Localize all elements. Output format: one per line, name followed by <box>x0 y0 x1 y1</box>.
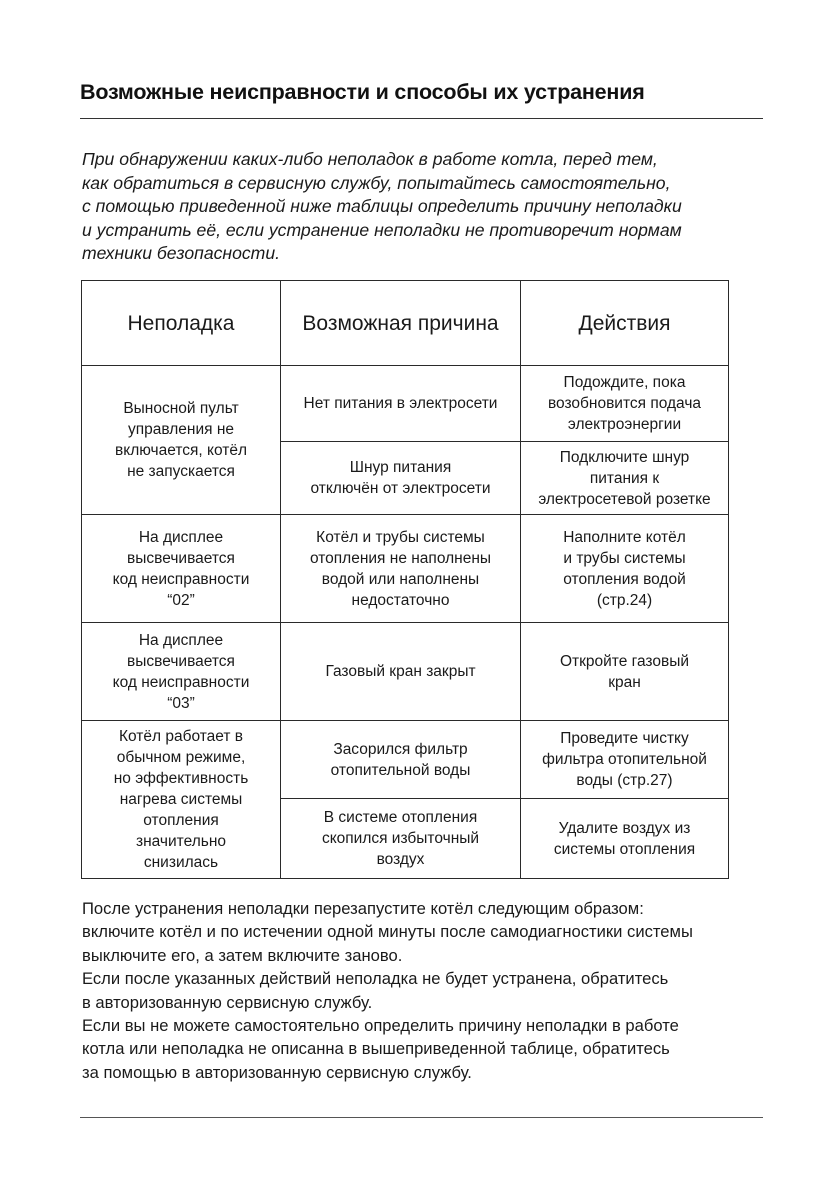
cause-cell <box>281 442 521 515</box>
cause-cell <box>281 623 521 721</box>
action-cell <box>521 442 729 515</box>
fault-line: но эффективность <box>113 770 249 787</box>
cause-cell <box>281 366 521 442</box>
outro-line: за помощью в авторизованную сервисную службу. <box>82 1062 472 1082</box>
outro-line: в авторизованную сервисную службу. <box>82 992 373 1012</box>
intro-paragraph <box>82 148 772 266</box>
action-line: Откройте газовый <box>559 652 690 670</box>
cause-line: В системе отопления <box>323 809 478 826</box>
header-fault: Неполадка <box>82 281 281 366</box>
fault-line: нагрева системы <box>119 791 243 808</box>
action-line: Удалите воздух из <box>558 819 691 837</box>
action-line: Проведите чистку <box>560 730 689 747</box>
intro-line: с помощью приведенной ниже таблицы определить причину неполадки <box>82 196 682 216</box>
action-cell <box>521 799 729 879</box>
cause-line: скопился избыточный <box>321 830 480 847</box>
cause-line: Нет питания в электросети <box>303 395 498 412</box>
fault-line: “02” <box>167 591 195 609</box>
cause-line: недостаточно <box>351 591 450 609</box>
intro-line: техники безопасности. <box>82 243 281 263</box>
action-line: питания к <box>589 469 660 487</box>
action-line: фильтра отопительной <box>542 751 707 768</box>
outro-line: включите котёл и по истечении одной минуты после самодиагностики системы <box>82 922 693 942</box>
title-divider <box>80 118 763 119</box>
fault-cell <box>82 366 281 515</box>
cause-line: отключён от электросети <box>310 480 491 497</box>
cause-line: Котёл и трубы системы <box>316 528 485 546</box>
outro-line: котла или неполадка не описанна в вышеприведенной таблице, обратитесь <box>82 1039 670 1059</box>
action-line: системы отопления <box>553 840 696 858</box>
fault-line: обычном режиме, <box>116 749 246 766</box>
cause-line: воздух <box>376 851 425 868</box>
header-action: Действия <box>521 281 729 366</box>
page-title: Возможные неисправности и способы их устранения <box>80 80 645 104</box>
action-line: электроэнергии <box>567 416 682 433</box>
fault-line: снизилась <box>143 854 219 871</box>
fault-cell <box>82 623 281 721</box>
action-cell <box>521 366 729 442</box>
fault-line: код неисправности <box>112 570 250 588</box>
outro-line: После устранения неполадки перезапустите котёл следующим образом: <box>82 899 644 918</box>
action-line: возобновится подача <box>547 395 702 412</box>
intro-line: и устранить её, если устранение неполадки не противоречит нормам <box>82 219 682 240</box>
outro-line: выключите его, а затем включите заново. <box>82 945 403 965</box>
table-row <box>82 366 729 442</box>
table-row <box>82 515 729 623</box>
table-header-row <box>82 281 729 366</box>
table-row <box>82 721 729 799</box>
fault-cell <box>82 721 281 879</box>
outro-line: Если после указанных действий неполадка не будет устранена, обратитесь <box>82 969 669 989</box>
troubleshooting-table <box>81 280 729 879</box>
action-line: и трубы системы <box>563 549 686 567</box>
fault-line: Выносной пульт <box>123 400 239 417</box>
cause-line: Засорился фильтр <box>333 740 468 758</box>
fault-line: “03” <box>167 694 195 712</box>
action-cell <box>521 721 729 799</box>
action-line: воды (стр.27) <box>576 772 673 789</box>
outro-line: Если вы не можете самостоятельно определить причину неполадки в работе <box>82 1016 679 1036</box>
action-cell <box>521 623 729 721</box>
footer-divider <box>80 1117 763 1118</box>
cause-line: водой или наполнены <box>321 570 480 588</box>
action-line: (стр.24) <box>596 591 653 609</box>
cause-line: отопления не наполнены <box>309 549 492 567</box>
after-repair-instructions <box>82 897 762 1084</box>
cause-cell <box>281 799 521 879</box>
fault-line: отопления <box>143 812 219 829</box>
action-line: кран <box>608 673 641 691</box>
fault-line: высвечивается <box>127 652 235 670</box>
fault-line: управления не <box>127 421 235 438</box>
header-cause: Возможная причина <box>281 281 521 366</box>
action-cell <box>521 515 729 623</box>
fault-line: На дисплее <box>138 528 224 546</box>
table-row <box>82 623 729 721</box>
cause-cell <box>281 721 521 799</box>
action-line: отопления водой <box>563 570 686 588</box>
cause-line: Газовый кран закрыт <box>325 663 476 680</box>
action-line: Наполните котёл <box>563 528 686 546</box>
action-line: Подождите, пока <box>563 374 686 391</box>
fault-line: включается, котёл <box>115 442 247 459</box>
fault-line: значительно <box>135 833 226 850</box>
cause-line: Шнур питания <box>349 459 452 476</box>
cause-line: отопительной воды <box>330 761 471 779</box>
fault-line: не запускается <box>127 463 235 480</box>
action-line: электросетевой розетке <box>538 490 711 508</box>
intro-line: как обратиться в сервисную службу, попытайтесь самостоятельно, <box>82 172 671 193</box>
action-line: Подключите шнур <box>559 448 690 466</box>
cause-cell <box>281 515 521 623</box>
intro-line: При обнаружении каких-либо неполадок в работе котла, перед тем, <box>82 149 658 169</box>
fault-line: код неисправности <box>112 673 250 691</box>
fault-line: Котёл работает в <box>118 728 244 745</box>
fault-line: высвечивается <box>127 549 235 567</box>
fault-line: На дисплее <box>138 631 224 649</box>
fault-cell <box>82 515 281 623</box>
